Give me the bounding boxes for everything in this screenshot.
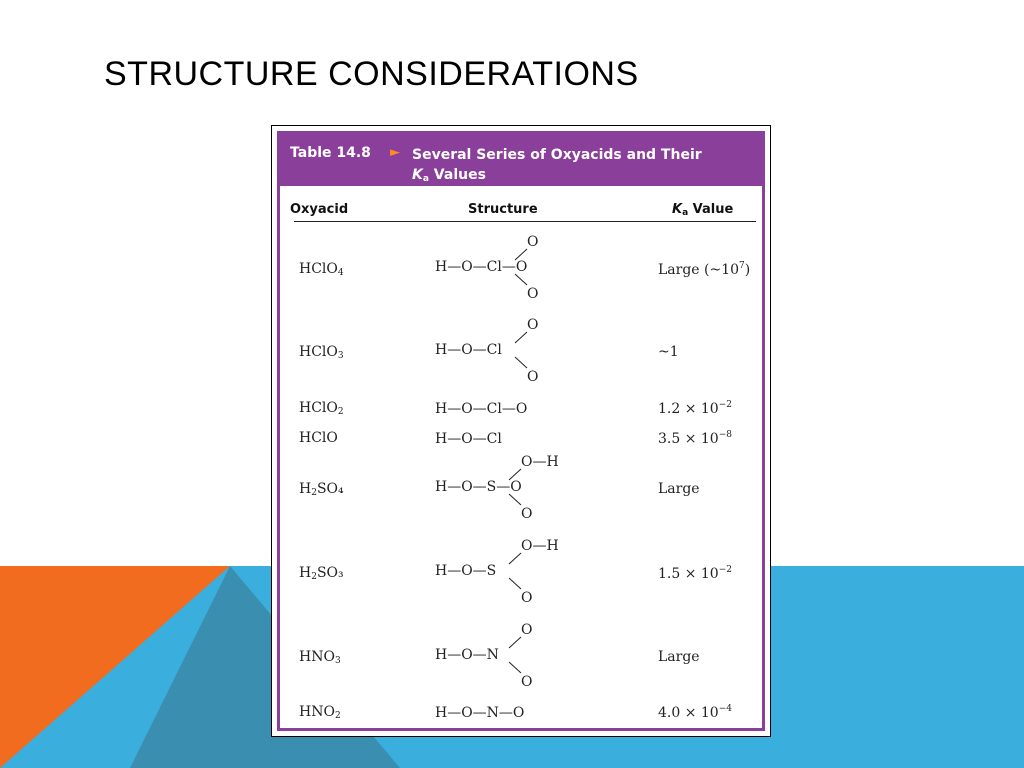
bond bbox=[509, 637, 521, 648]
structure-main: H—O—Cl—O bbox=[435, 401, 528, 417]
ka-exponent: −4 bbox=[718, 704, 732, 714]
bond bbox=[509, 662, 521, 673]
structure-bottom: O bbox=[521, 674, 533, 690]
ka-value bbox=[658, 565, 732, 582]
header-structure: Structure bbox=[468, 202, 538, 217]
header-ka-value bbox=[672, 202, 733, 218]
ka-value bbox=[658, 344, 679, 360]
formula-text: HClO bbox=[299, 400, 338, 416]
table-row bbox=[280, 317, 762, 387]
table-title-line1: Several Series of Oxyacids and Their bbox=[412, 147, 702, 163]
ka-text: 4.0 × 10 bbox=[658, 705, 719, 721]
bond bbox=[509, 578, 521, 589]
table-number: Table 14.8 bbox=[290, 145, 371, 161]
ka-tail: ) bbox=[744, 262, 751, 278]
structure-top: O bbox=[527, 234, 539, 250]
bond bbox=[509, 553, 521, 564]
structure-hclo4 bbox=[435, 234, 575, 304]
ka-subscript: a bbox=[682, 208, 689, 218]
header-oxyacid: Oxyacid bbox=[290, 202, 349, 217]
structure-top: O—H bbox=[521, 454, 559, 470]
structure-top: O bbox=[527, 317, 539, 333]
ka-subscript: a bbox=[422, 174, 429, 184]
structure-main: H—O—N—O bbox=[435, 705, 525, 721]
ka-exponent: −2 bbox=[718, 565, 732, 575]
arrow-icon: ► bbox=[390, 145, 400, 160]
formula-subscript: 2 bbox=[311, 488, 317, 498]
table-title-values: Values bbox=[428, 167, 486, 183]
bond bbox=[515, 332, 527, 343]
table-image-frame bbox=[271, 125, 771, 737]
formula-text: HNO bbox=[299, 649, 335, 665]
formula-text: HClO bbox=[299, 261, 338, 277]
structure-main: H—O—S bbox=[435, 563, 497, 579]
ka-symbol: K bbox=[672, 202, 683, 217]
formula-text: HClO bbox=[299, 344, 338, 360]
ka-value bbox=[658, 430, 732, 447]
formula-text: H bbox=[299, 565, 312, 581]
ka-value bbox=[658, 261, 750, 278]
ka-text: Large bbox=[658, 481, 700, 497]
structure-bottom: O bbox=[521, 506, 533, 522]
ka-value bbox=[658, 704, 732, 721]
oxyacid-table bbox=[277, 131, 765, 731]
ka-exponent: −8 bbox=[718, 430, 732, 440]
structure-hclo bbox=[435, 426, 575, 450]
structure-main: H—O—S—O bbox=[435, 479, 522, 495]
ka-text: Large (~10 bbox=[658, 262, 740, 278]
structure-main: H—O—Cl bbox=[435, 342, 502, 358]
table-row bbox=[280, 538, 762, 608]
oxyacid-formula bbox=[299, 565, 344, 582]
ka-text: 1.5 × 10 bbox=[658, 566, 719, 582]
structure-h2so3 bbox=[435, 538, 575, 608]
formula-subscript: 2 bbox=[311, 572, 317, 582]
table-row bbox=[280, 700, 762, 724]
table-title bbox=[412, 145, 752, 189]
structure-main: H—O—Cl bbox=[435, 431, 502, 447]
structure-main: H—O—N bbox=[435, 647, 499, 663]
oxyacid-formula bbox=[299, 261, 344, 278]
formula-subscript: 3 bbox=[334, 656, 341, 666]
formula-subscript: 3 bbox=[337, 351, 344, 361]
table-row bbox=[280, 622, 762, 692]
structure-hclo3 bbox=[435, 317, 575, 387]
structure-top: O bbox=[521, 622, 533, 638]
table-row bbox=[280, 454, 762, 524]
formula-tail: SO₃ bbox=[316, 565, 344, 581]
structure-bottom: O bbox=[527, 286, 539, 302]
ka-text: 1.2 × 10 bbox=[658, 401, 719, 417]
ka-value bbox=[658, 481, 700, 497]
ka-symbol: K bbox=[412, 167, 423, 183]
oxyacid-formula bbox=[299, 704, 341, 721]
structure-h2so4 bbox=[435, 454, 575, 524]
formula-text: H bbox=[299, 481, 312, 497]
ka-text: 3.5 × 10 bbox=[658, 431, 719, 447]
structure-hno3 bbox=[435, 622, 575, 692]
ka-text: Large bbox=[658, 649, 700, 665]
ka-value-label: Value bbox=[688, 202, 734, 217]
header-rule bbox=[294, 221, 756, 222]
formula-text: HClO bbox=[299, 430, 338, 446]
formula-tail: SO₄ bbox=[316, 481, 344, 497]
ka-exponent: −2 bbox=[718, 400, 732, 410]
oxyacid-formula bbox=[299, 344, 344, 361]
structure-top: O—H bbox=[521, 538, 559, 554]
structure-hclo2 bbox=[435, 396, 575, 420]
table-row bbox=[280, 396, 762, 420]
formula-subscript: 4 bbox=[337, 268, 344, 278]
structure-main: H—O—Cl—O bbox=[435, 259, 528, 275]
oxyacid-formula bbox=[299, 400, 344, 417]
oxyacid-formula bbox=[299, 649, 341, 666]
structure-hno2 bbox=[435, 700, 575, 724]
table-caption bbox=[280, 134, 762, 186]
structure-bottom: O bbox=[521, 590, 533, 606]
formula-subscript: 2 bbox=[334, 711, 341, 721]
ka-exponent: 7 bbox=[739, 261, 745, 271]
table-row bbox=[280, 234, 762, 304]
oxyacid-formula bbox=[299, 481, 344, 498]
bond bbox=[515, 274, 527, 285]
oxyacid-formula bbox=[299, 430, 338, 446]
bond bbox=[509, 494, 521, 505]
ka-value bbox=[658, 649, 700, 665]
ka-value bbox=[658, 400, 732, 417]
formula-text: HNO bbox=[299, 704, 335, 720]
structure-bottom: O bbox=[527, 369, 539, 385]
slide-title: STRUCTURE CONSIDERATIONS bbox=[104, 55, 639, 93]
ka-text: ~1 bbox=[658, 344, 679, 360]
table-row bbox=[280, 426, 762, 450]
formula-subscript: 2 bbox=[337, 407, 344, 417]
bond bbox=[515, 357, 527, 368]
